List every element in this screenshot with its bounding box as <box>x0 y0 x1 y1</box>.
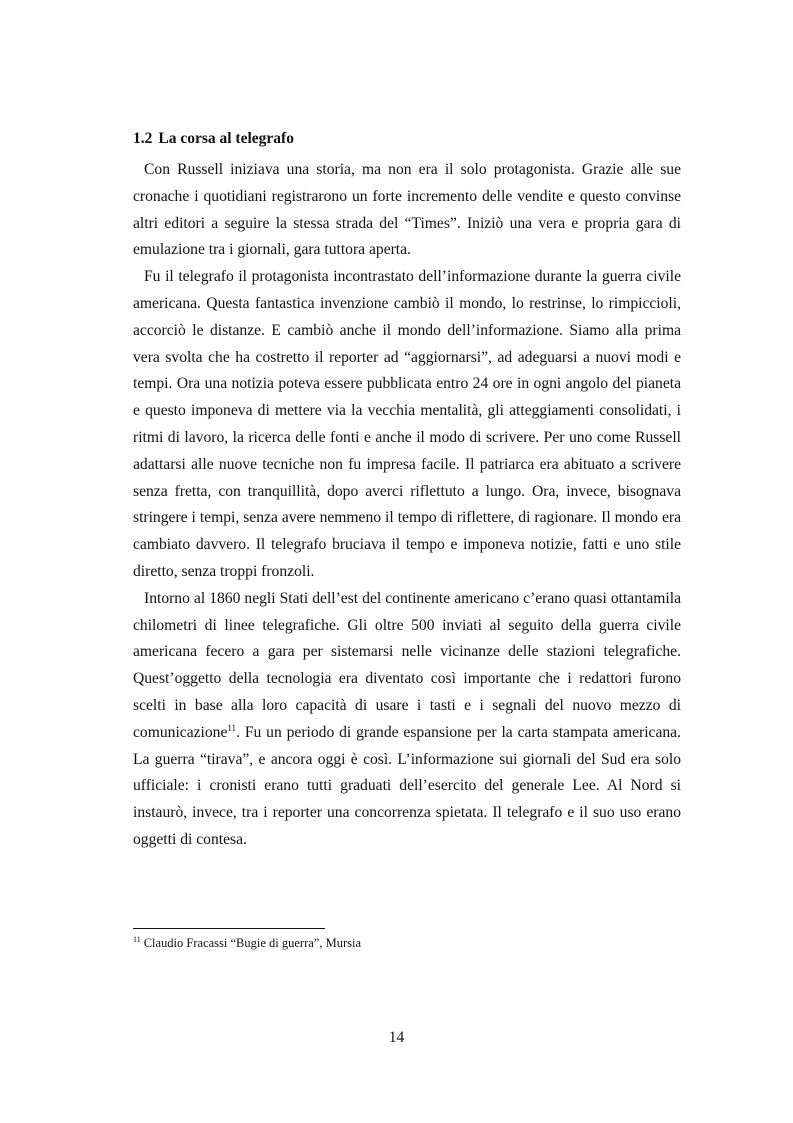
section-title: La corsa al telegrafo <box>158 130 294 147</box>
paragraph: Fu il telegrafo il protagonista incontrastato dell’informazione durante la guerra civile americana. Questa fantastica invenzione cambiò il mondo, lo restrinse, lo rimpiccioli, accorciò le distanze. E cambiò anche il mondo dell’informazione. Siamo alla prima vera svolta che ha costretto il reporter ad “aggiornarsi”, ad adeguarsi a nuovi modi e tempi. Ora una notizia poteva essere pubblicata entro 24 ore in ogni angolo del pianeta e questo imponeva di mettere via la vecchia mentalità, gli atteggiamenti consolidati, i ritmi di lavoro, la ricerca delle fonti e anche il modo di scrivere. Per uno come Russell adattarsi alle nuove tecniche non fu impresa facile. Il patriarca era abituato a scrivere senza fretta, con tranquillità, dopo averci riflettuto a lungo. Ora, invece, bisognava stringere i tempi, senza avere nemmeno il tempo di riflettere, di ragionare. Il mondo era cambiato davvero. Il telegrafo bruciava il tempo e imponeva notizie, fatti e uno stile diretto, senza troppi fronzoli. <box>133 268 681 580</box>
footnote-text: Claudio Fracassi “Bugie di guerra”, Mursia <box>143 936 362 950</box>
footnote <box>133 935 361 951</box>
footnote-separator <box>133 928 325 929</box>
body-text <box>133 157 681 854</box>
paragraph-text: . Fu un periodo di grande espansione per la carta stampata americana. La guerra “tirava”, e ancora oggi è così. L’informazione sui giornali del Sud era solo ufficiale: i cronisti erano tutti graduati dell’esercito del generale Lee. Al Nord si instaurò, invece, tra i reporter una concorrenza spietata. Il telegrafo e il suo uso erano oggetti di contesa. <box>133 723 681 848</box>
paragraph <box>133 586 681 854</box>
section-number: 1.2 <box>133 130 153 147</box>
paragraph-text: Intorno al 1860 negli Stati dell’est del continente americano c’erano quasi ottantamila chilometri di linee telegrafiche. Gli oltre 500 inviati al seguito della guerra civile americana fecero a gara per sistemarsi nelle vicinanze delle stazioni telegrafiche. Quest’oggetto della tecnologia era diventato così importante che i redattori furono scelti in base alla loro capacità di usare i tasti e i segnali del nuovo mezzo di comunicazione <box>133 589 681 741</box>
section-heading <box>133 129 294 149</box>
page-number: 14 <box>388 1029 405 1046</box>
footnote-reference: 11 <box>227 722 237 733</box>
paragraph: Con Russell iniziava una storia, ma non era il solo protagonista. Grazie alle sue cronache i quotidiani registrarono un forte incremento delle vendite e questo convinse altri editori a seguire la stessa strada del “Times”. Iniziò una vera e propria gara di emulazione tra i giornali, gara tuttora aperta. <box>133 161 681 259</box>
footnote-number: 11 <box>133 934 141 944</box>
